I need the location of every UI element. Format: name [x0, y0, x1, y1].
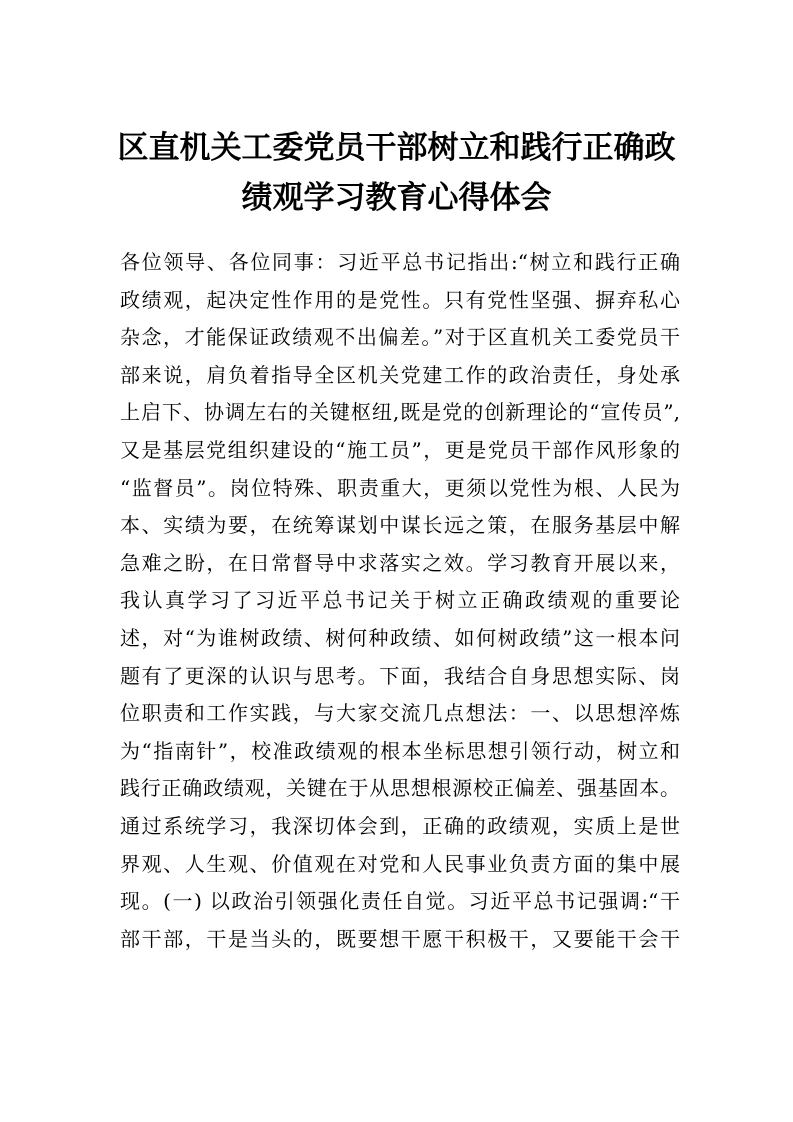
- document-body: [120, 244, 680, 958]
- body-line: 急难之盼，在日常督导中求落实之效。学习教育开展以来，: [120, 550, 680, 575]
- body-line: 通过系统学习，我深切体会到，正确的政绩观，实质上是世: [120, 813, 680, 838]
- body-line: 各位领导、各位同事：习近平总书记指出:“树立和践行正确: [120, 250, 680, 274]
- body-line: 位职责和工作实践，与大家交流几点想法：一、以思想淬炼: [120, 701, 680, 726]
- body-line: 题有了更深的认识与思考。下面，我结合自身思想实际、岗: [120, 663, 680, 688]
- body-line: 我认真学习了习近平总书记关于树立正确政绩观的重要论: [120, 588, 680, 613]
- document-title: [0, 123, 793, 223]
- body-line: 现。(一) 以政治引领强化责任自觉。习近平总书记强调:“干: [120, 889, 680, 914]
- body-line: 杂念，才能保证政绩观不出偏差。”对于区直机关工委党员干: [120, 325, 680, 350]
- body-line: 界观、人生观、价值观在对党和人民事业负责方面的集中展: [120, 851, 680, 876]
- body-line: 践行正确政绩观，关键在于从思想根源校正偏差、强基固本。: [120, 776, 680, 801]
- body-line: 本、实绩为要，在统筹谋划中谋长远之策，在服务基层中解: [120, 513, 680, 538]
- body-line: 又是基层党组织建设的“施工员”，更是党员干部作风形象的: [120, 437, 680, 462]
- body-line: “监督员”。岗位特殊、职责重大，更须以党性为根、人民为: [120, 475, 680, 500]
- body-line: 述，对“为谁树政绩、树何种政绩、如何树政绩”这一根本问: [120, 625, 680, 650]
- body-line: 为“指南针”，校准政绩观的根本坐标思想引领行动，树立和: [120, 738, 680, 763]
- body-line: 部干部，干是当头的，既要想干愿干积极干，又要能干会干: [120, 926, 680, 951]
- body-line: 政绩观，起决定性作用的是党性。只有党性坚强、摒弃私心: [120, 287, 680, 312]
- body-line: 部来说，肩负着指导全区机关党建工作的政治责任，身处承: [120, 362, 680, 387]
- body-line: 上启下、协调左右的关键枢纽,既是党的创新理论的“宣传员”,: [120, 400, 680, 425]
- title-line-1: 区直机关工委党员干部树立和践行正确政: [117, 130, 676, 166]
- title-line-2: 绩观学习教育心得体会: [241, 180, 552, 216]
